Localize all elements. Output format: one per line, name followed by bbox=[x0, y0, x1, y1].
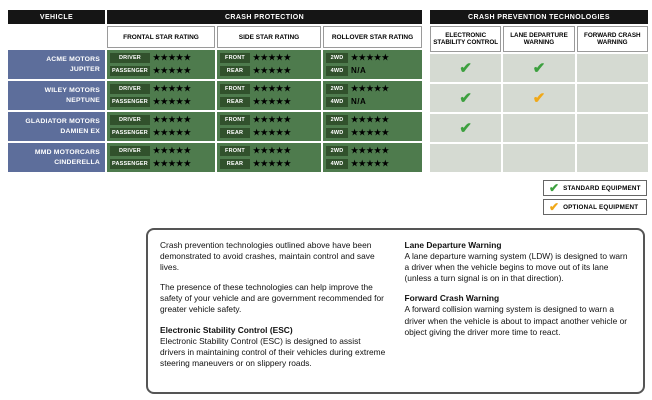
rating-sub-row bbox=[326, 97, 419, 108]
vehicle-row bbox=[8, 143, 422, 172]
rating-label: 2WD bbox=[326, 115, 348, 125]
crash-protection-header: CRASH PROTECTION bbox=[107, 10, 422, 24]
esc-check-cell: ✔ bbox=[430, 84, 501, 112]
vehicle-maker: WILEY MOTORS bbox=[44, 86, 100, 94]
rating-sub-row bbox=[110, 146, 212, 157]
ldw-check-cell: ✔ bbox=[503, 84, 574, 112]
vehicle-name-cell bbox=[8, 50, 105, 79]
rating-sub-row bbox=[326, 115, 419, 126]
rollover-rating-cell bbox=[323, 50, 422, 79]
info-box bbox=[146, 228, 645, 394]
frontal-rating-cell bbox=[107, 50, 215, 79]
table-header-row bbox=[430, 10, 648, 24]
rating-label: FRONT bbox=[220, 146, 250, 156]
rating-sub-row bbox=[220, 159, 318, 170]
legend-item-standard bbox=[543, 180, 647, 196]
ldw-check-cell bbox=[503, 114, 574, 142]
column-header-row bbox=[430, 26, 648, 52]
vehicle-model: CINDERELLA bbox=[54, 158, 100, 166]
prevention-row bbox=[430, 144, 648, 172]
rating-sub-row bbox=[220, 53, 318, 64]
rating-label: FRONT bbox=[220, 115, 250, 125]
column-header-row bbox=[8, 26, 422, 48]
rating-label: DRIVER bbox=[110, 84, 150, 94]
esc-heading: Electronic Stability Control (ESC) bbox=[160, 324, 293, 335]
ldw-column-header: LANE DEPARTURE WARNING bbox=[503, 26, 574, 52]
rating-sub-row bbox=[220, 66, 318, 77]
frontal-rating-cell bbox=[107, 143, 215, 172]
star-rating: ★★★★★ bbox=[253, 115, 292, 124]
rating-label: PASSENGER bbox=[110, 159, 150, 169]
vehicle-maker: ACME MOTORS bbox=[46, 55, 100, 63]
fcw-check-cell bbox=[577, 54, 648, 82]
equipment-legend bbox=[543, 180, 647, 215]
star-rating: ★★★★★ bbox=[153, 128, 192, 137]
vehicle-name-cell bbox=[8, 143, 105, 172]
fcw-check-cell bbox=[577, 84, 648, 112]
prevention-row bbox=[430, 84, 648, 112]
esc-check-cell bbox=[430, 144, 501, 172]
rating-sub-row bbox=[110, 128, 212, 139]
rating-sub-row bbox=[220, 115, 318, 126]
rating-label: 4WD bbox=[326, 159, 348, 169]
rating-label: 2WD bbox=[326, 146, 348, 156]
fcw-heading: Forward Crash Warning bbox=[404, 293, 500, 304]
rating-label: 4WD bbox=[326, 66, 348, 76]
rating-sub-row bbox=[326, 146, 419, 157]
legend-item-optional bbox=[543, 199, 647, 215]
side-rating-column-header: SIDE STAR RATING bbox=[217, 26, 321, 48]
standard-check-icon: ✔ bbox=[549, 181, 560, 195]
rating-label: FRONT bbox=[220, 84, 250, 94]
star-rating: ★★★★★ bbox=[351, 128, 390, 137]
star-rating: ★★★★★ bbox=[351, 84, 390, 93]
rating-sub-row bbox=[326, 84, 419, 95]
optional-check-icon: ✔ bbox=[549, 200, 560, 214]
prevention-row bbox=[430, 54, 648, 82]
esc-check-cell: ✔ bbox=[430, 54, 501, 82]
star-rating: ★★★★★ bbox=[351, 53, 390, 62]
rating-label: 4WD bbox=[326, 128, 348, 138]
rating-sub-row bbox=[220, 97, 318, 108]
rating-sub-row bbox=[110, 84, 212, 95]
rating-sub-row bbox=[110, 115, 212, 126]
rating-sub-row bbox=[110, 159, 212, 170]
rating-sub-row bbox=[110, 66, 212, 77]
vehicle-model: JUPITER bbox=[69, 65, 100, 73]
esc-description: Electronic Stability Control (ESC) is designed to assist drivers in maintaining control of their vehicles during extreme steering maneuvers or on slippery roads. bbox=[160, 335, 386, 368]
star-rating: ★★★★★ bbox=[153, 97, 192, 106]
vehicle-row bbox=[8, 112, 422, 141]
star-rating: ★★★★★ bbox=[253, 66, 292, 75]
crash-protection-table bbox=[8, 10, 422, 172]
rating-sub-row bbox=[326, 66, 419, 77]
side-rating-cell bbox=[217, 112, 321, 141]
rating-sub-row bbox=[220, 84, 318, 95]
star-rating: ★★★★★ bbox=[351, 146, 390, 155]
esc-column-header: ELECTRONIC STABILITY CONTROL bbox=[430, 26, 501, 52]
rating-label: DRIVER bbox=[110, 146, 150, 156]
rating-label: PASSENGER bbox=[110, 97, 150, 107]
esc-check-cell: ✔ bbox=[430, 114, 501, 142]
vehicle-row bbox=[8, 81, 422, 110]
rollover-rating-cell bbox=[323, 112, 422, 141]
vehicle-name-cell bbox=[8, 112, 105, 141]
star-rating: ★★★★★ bbox=[253, 84, 292, 93]
rating-sub-row bbox=[220, 128, 318, 139]
rating-label: 2WD bbox=[326, 84, 348, 94]
star-rating: ★★★★★ bbox=[253, 159, 292, 168]
rating-sub-row bbox=[326, 159, 419, 170]
star-rating: ★★★★★ bbox=[153, 66, 192, 75]
ldw-check-cell: ✔ bbox=[503, 54, 574, 82]
vehicle-row bbox=[8, 50, 422, 79]
rating-sub-row bbox=[326, 128, 419, 139]
rating-label: REAR bbox=[220, 159, 250, 169]
side-rating-cell bbox=[217, 50, 321, 79]
star-rating: ★★★★★ bbox=[351, 159, 390, 168]
table-header-row bbox=[8, 10, 422, 24]
rollover-rating-cell bbox=[323, 143, 422, 172]
side-rating-cell bbox=[217, 143, 321, 172]
side-rating-cell bbox=[217, 81, 321, 110]
header-spacer bbox=[8, 26, 105, 48]
fcw-description: A forward collision warning system is designed to warn a driver when the vehicle is about to impact another vehicle or object giving the driver more time to react. bbox=[404, 304, 628, 337]
rating-label: 2WD bbox=[326, 53, 348, 63]
star-rating: ★★★★★ bbox=[253, 128, 292, 137]
rating-label: REAR bbox=[220, 97, 250, 107]
frontal-rating-cell bbox=[107, 112, 215, 141]
star-rating: ★★★★★ bbox=[153, 84, 192, 93]
star-rating: ★★★★★ bbox=[153, 159, 192, 168]
info-column-left bbox=[160, 240, 387, 382]
rating-label: PASSENGER bbox=[110, 128, 150, 138]
vehicle-name-cell bbox=[8, 81, 105, 110]
crash-prevention-header: CRASH PREVENTION TECHNOLOGIES bbox=[430, 10, 648, 24]
ldw-check-cell bbox=[503, 144, 574, 172]
vehicle-header: VEHICLE bbox=[8, 10, 105, 24]
rating-sub-row bbox=[110, 53, 212, 64]
rating-label: PASSENGER bbox=[110, 66, 150, 76]
star-rating: ★★★★★ bbox=[153, 53, 192, 62]
vehicle-model: NEPTUNE bbox=[66, 96, 100, 104]
legend-label: OPTIONAL EQUIPMENT bbox=[563, 203, 639, 211]
ldw-heading: Lane Departure Warning bbox=[404, 240, 502, 250]
star-rating: ★★★★★ bbox=[253, 97, 292, 106]
rating-label: REAR bbox=[220, 128, 250, 138]
rating-sub-row bbox=[326, 53, 419, 64]
fcw-check-cell bbox=[577, 114, 648, 142]
vehicle-maker: MMD MOTORCARS bbox=[34, 148, 100, 156]
frontal-rating-column-header: FRONTAL STAR RATING bbox=[107, 26, 215, 48]
star-rating: ★★★★★ bbox=[351, 115, 390, 124]
rating-sub-row bbox=[110, 97, 212, 108]
legend-label: STANDARD EQUIPMENT bbox=[563, 184, 641, 192]
star-rating: ★★★★★ bbox=[153, 115, 192, 124]
rating-label: 4WD bbox=[326, 97, 348, 107]
vehicle-model: DAMIEN EX bbox=[60, 127, 100, 135]
rollover-rating-cell bbox=[323, 81, 422, 110]
frontal-rating-cell bbox=[107, 81, 215, 110]
vehicle-maker: GLADIATOR MOTORS bbox=[25, 117, 100, 125]
intro-paragraph: Crash prevention technologies outlined above have been demonstrated to avoid crashes, maintain control and save lives. bbox=[160, 240, 375, 273]
info-column-right bbox=[405, 240, 632, 382]
rating-label: REAR bbox=[220, 66, 250, 76]
fcw-column-header: FORWARD CRASH WARNING bbox=[577, 26, 648, 52]
rating-label: DRIVER bbox=[110, 115, 150, 125]
ldw-description: A lane departure warning system (LDW) is designed to warn a driver when the vehicle begins to move out of its lane (unless a turn signal is on in that direction). bbox=[404, 251, 628, 284]
star-rating: N/A bbox=[351, 97, 367, 106]
prevention-row bbox=[430, 114, 648, 142]
intro-paragraph: The presence of these technologies can help improve the safety of your vehicle and are government recommended for greater vehicle safety. bbox=[160, 282, 384, 315]
star-rating: ★★★★★ bbox=[253, 53, 292, 62]
fcw-check-cell bbox=[577, 144, 648, 172]
crash-prevention-table bbox=[430, 10, 648, 172]
rating-label: FRONT bbox=[220, 53, 250, 63]
star-rating: ★★★★★ bbox=[153, 146, 192, 155]
rating-label: DRIVER bbox=[110, 53, 150, 63]
rollover-rating-column-header: ROLLOVER STAR RATING bbox=[323, 26, 422, 48]
rating-sub-row bbox=[220, 146, 318, 157]
star-rating: ★★★★★ bbox=[253, 146, 292, 155]
star-rating: N/A bbox=[351, 66, 367, 75]
